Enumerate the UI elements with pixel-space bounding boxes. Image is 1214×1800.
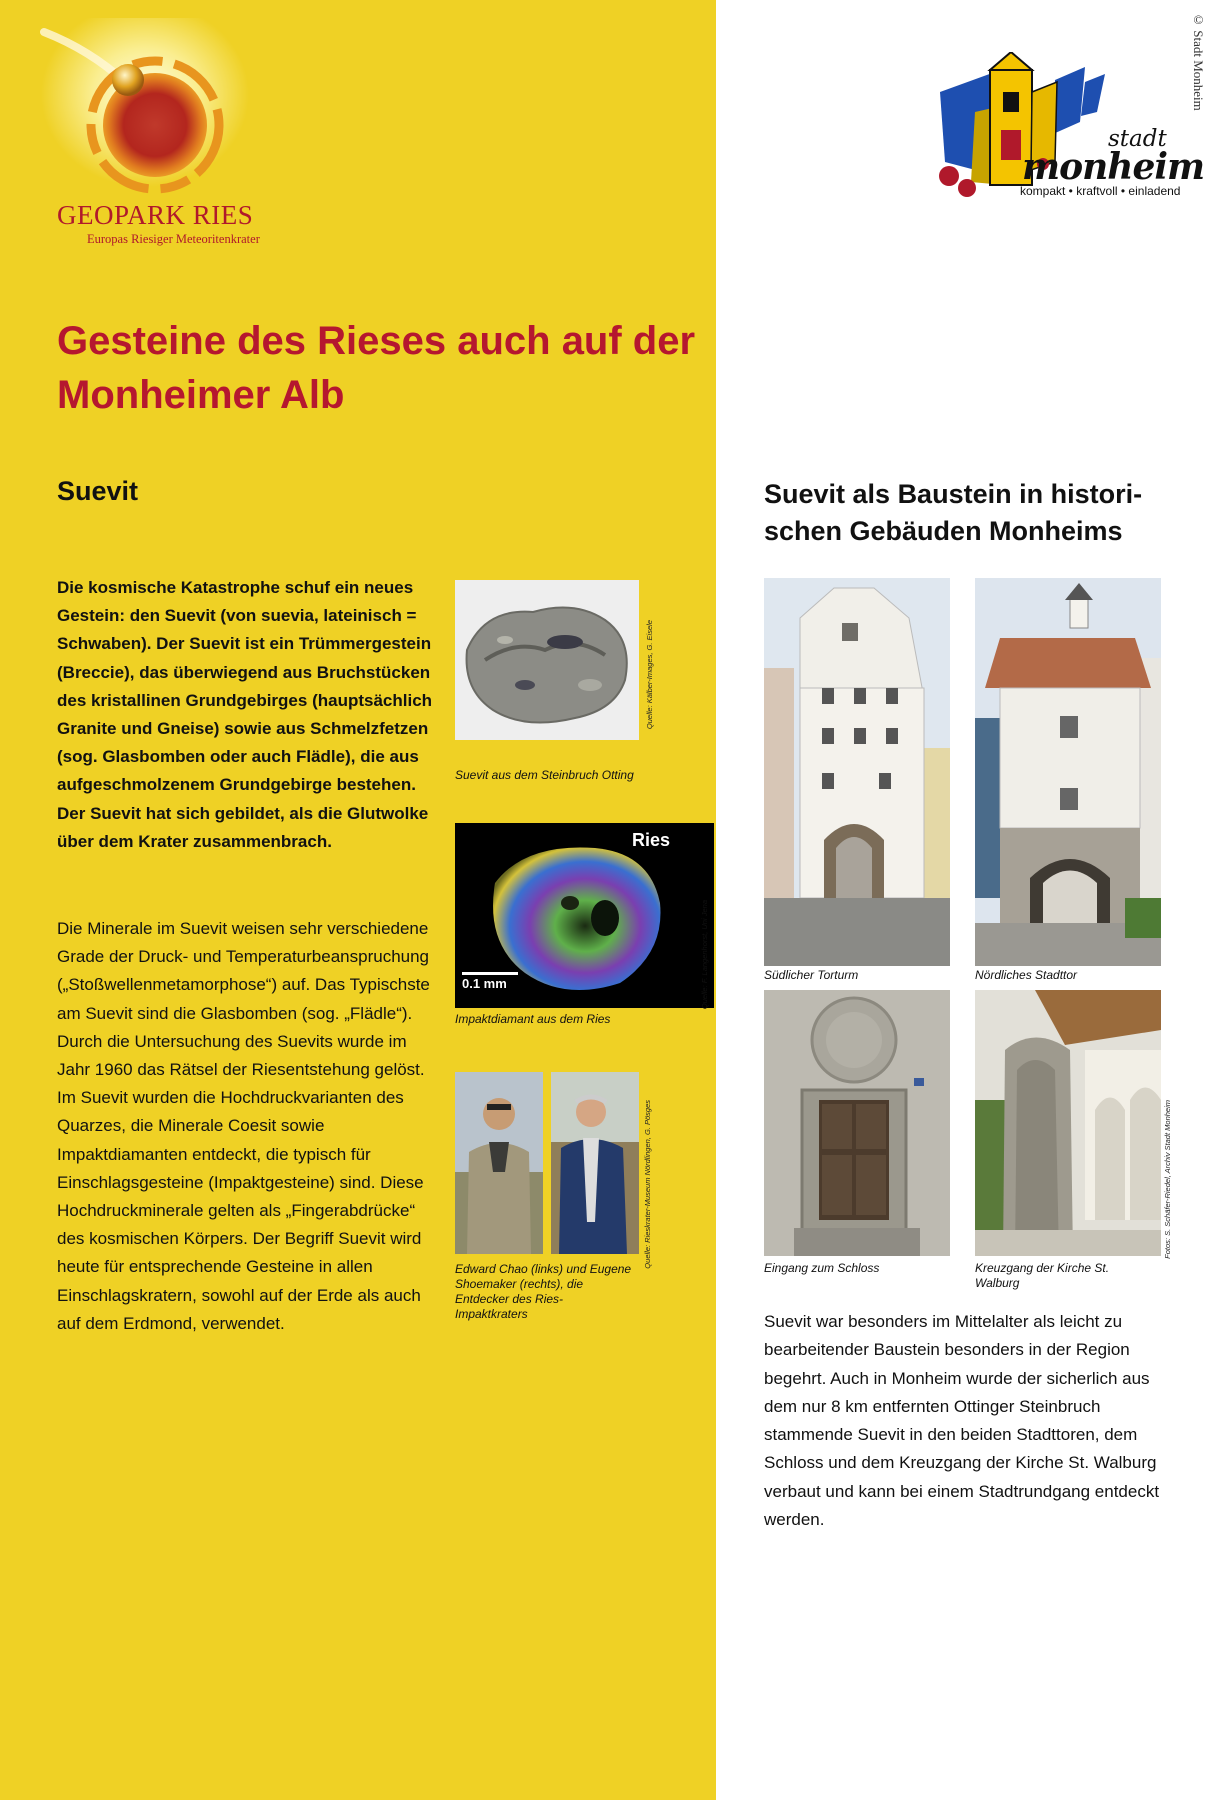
geopark-name: GEOPARK RIES xyxy=(57,200,254,230)
diamond-ries-label: Ries xyxy=(632,830,671,850)
geopark-tagline: Europas Riesiger Meteoritenkrater xyxy=(87,232,260,246)
people-photo-credit: Quelle: Rieskrater-Museum Nördlingen, G. Pösges xyxy=(643,1100,652,1269)
building-stone-heading: Suevit als Baustein in historischen Gebäuden Monheims xyxy=(764,479,1143,546)
monheim-tagline: kompakt • kraftvoll • einladend xyxy=(1020,184,1181,198)
suevit-intro-paragraph: Die kosmische Katastrophe schuf ein neues Gestein: den Suevit (von suevia, lateinisch = Schwaben). Der Suevit ist ein Trümmergestein (Breccie), das überwiegend aus Bruchstücken des kristallinen Grundgebirges (hauptsächlich Granite und Gneise) sowie aus Schmelzfetzen (sog. Glasbomben oder auch Flädle), die aus aufgeschmolzenem Grundgebirge bestehen. Der Suevit hat sich gebildet, als die Glutwolke über dem Krater zusammenbrach. xyxy=(57,578,433,851)
monheim-stadt-text: stadt xyxy=(1108,126,1167,152)
photo4-caption: Kreuzgang der Kirche St. Walburg xyxy=(975,1261,1110,1290)
photo3-caption: Eingang zum Schloss xyxy=(764,1261,880,1275)
monheim-name-text: monheim xyxy=(1022,146,1205,188)
kreuzgang-photo xyxy=(975,990,1161,1256)
diamond-photo-credit: Quelle: F. Langenhorst, Uni Jena xyxy=(700,900,709,1010)
suevit-rock-photo xyxy=(455,580,639,740)
edward-chao-photo xyxy=(455,1072,543,1254)
eingang-schloss-photo xyxy=(764,990,950,1256)
meteorite-icon xyxy=(30,10,260,200)
photo2-caption: Nördliches Stadttor xyxy=(975,968,1078,982)
suedlicher-torturm-photo xyxy=(764,578,950,966)
rock-photo-caption: Suevit aus dem Steinbruch Otting xyxy=(455,768,634,782)
rock-photo-credit: Quelle: Kälber-Images, G. Eisele xyxy=(645,620,654,730)
noerdliches-stadttor-photo xyxy=(975,578,1161,966)
suevit-heading: Suevit xyxy=(57,476,139,506)
diamond-photo-caption: Impaktdiamant aus dem Ries xyxy=(455,1012,611,1026)
page-title: Gesteine des Rieses auch auf der Monheimer Alb xyxy=(57,319,696,417)
copyright-notice: © Stadt Monheim xyxy=(1191,12,1206,111)
geopark-logo xyxy=(30,10,260,246)
photos-credit: Fotos: S. Schäfer-Riedel, Archiv Stadt Monheim xyxy=(1163,1100,1172,1259)
people-photo-caption: Edward Chao (links) und Eugene Shoemaker (rechts), die Entdecker des Ries-Impaktkraters xyxy=(455,1262,632,1321)
photo1-caption: Südlicher Torturm xyxy=(764,968,859,982)
building-stone-paragraph: Suevit war besonders im Mittelalter als leicht zu bearbeitender Baustein besonders in der Region begehrt. Auch in Monheim wurde der sicherlich aus dem nur 8 km entfernten Ottinger Steinbruch stammende Suevit in den beiden Stadttoren, dem Schloss und dem Kreuzgang der Kirche St. Walburg verbaut und kann bei einem Stadtrundgang entdeckt werden. xyxy=(764,1312,1160,1530)
scale-bar xyxy=(462,972,518,975)
eugene-shoemaker-photo xyxy=(551,1072,639,1254)
suevit-minerals-paragraph: Die Minerale im Suevit weisen sehr verschiedene Grade der Druck- und Temperaturbeanspruchung („Stoßwellenmetamorphose“) auf. Das Typischste am Suevit sind die Glasbomben (sog. „Flädle“). Durch die Untersuchung des Suevits wurde im Jahr 1960 das Rätsel der Riesentstehung gelöst. Im Suevit wurden die Hochdruckvarianten des Quarzes, die Minerale Coesit sowie Impaktdiamanten entdeckt, die typisch für Einschlagsgesteine (Impaktgesteine) sind. Diese Hochdruckminerale gelten als „Fingerabdrücke“ des kosmischen Körpers. Der Begriff Suevit wird heute für entsprechende Gesteine in allen Einschlagskratern, sowohl auf der Erde als auch auf dem Erdmond, verwendet. xyxy=(57,919,430,1333)
diamond-scale-label: 0.1 mm xyxy=(462,976,507,991)
